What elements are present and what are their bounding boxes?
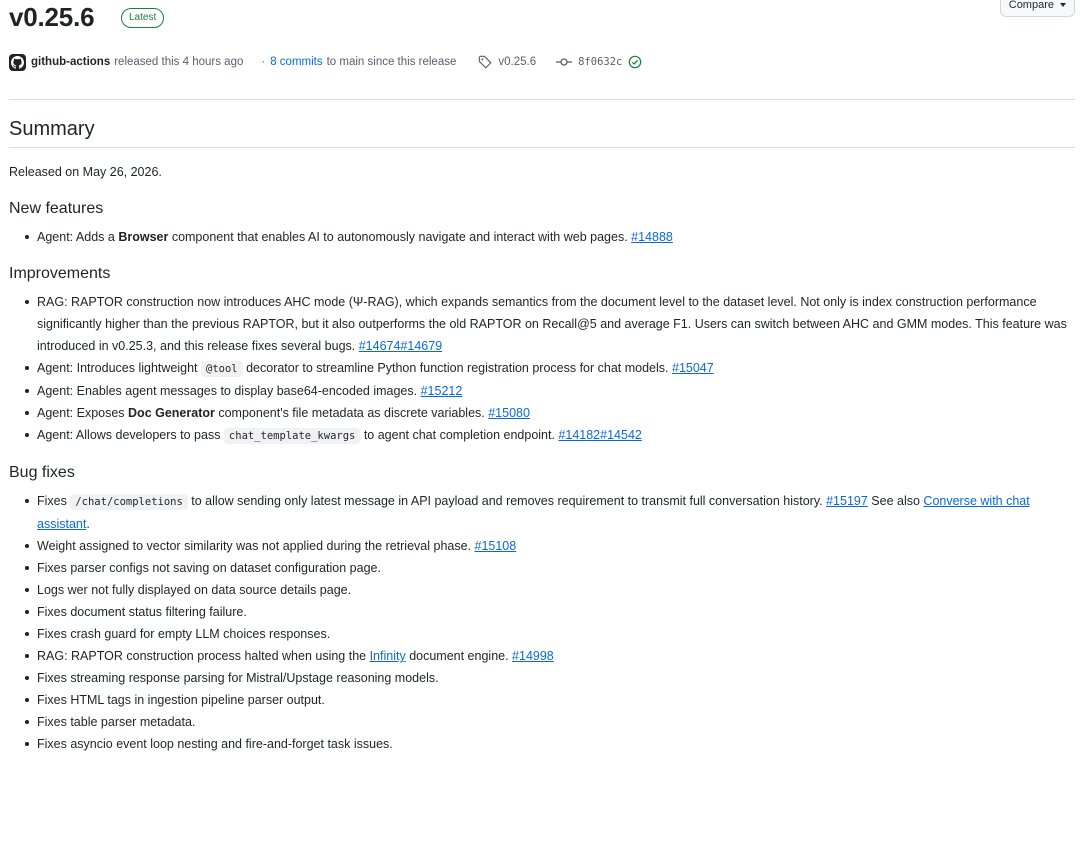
list-item: Fixes streaming response parsing for Mistral/Upstage reasoning models. <box>23 667 1075 689</box>
list-item: Fixes document status filtering failure. <box>23 601 1075 623</box>
issue-link[interactable]: #14998 <box>512 649 554 663</box>
list-item: RAG: RAPTOR construction now introduces AHC mode (Ψ-RAG), which expands semantics from the document level to the dataset level. Not only is index construction performance significantly higher than the previous RAPTOR, but it also outperforms the old RAPTOR on Recall@5 and average F1. Users can switch between AHC and GMM modes. This feature was introduced in v0.25.3, and this release fixes several bugs. #14674#14679 <box>23 291 1075 357</box>
list-item: Agent: Introduces lightweight @tool decorator to streamline Python function registration process for chat models. #15047 <box>23 357 1075 380</box>
infinity-link[interactable]: Infinity <box>369 649 406 663</box>
list-item: Fixes parser configs not saving on dataset configuration page. <box>23 557 1075 579</box>
commit-icon <box>556 55 572 69</box>
list-item: Agent: Exposes Doc Generator component's file metadata as discrete variables. #15080 <box>23 402 1075 424</box>
list-item: Agent: Allows developers to pass chat_template_kwargs to agent chat completion endpoint. #14182#14542 <box>23 424 1075 447</box>
chevron-down-icon <box>1060 3 1066 7</box>
release-date: Released on May 26, 2026. <box>9 165 162 179</box>
tag-link[interactable]: v0.25.6 <box>498 56 537 68</box>
latest-badge: Latest <box>121 8 164 28</box>
improvements-list <box>9 291 1075 447</box>
issue-link[interactable]: #15080 <box>488 406 530 420</box>
list-item: Fixes HTML tags in ingestion pipeline parser output. <box>23 689 1075 711</box>
release-notes <box>9 115 1075 755</box>
list-item: RAG: RAPTOR construction process halted when using the Infinity document engine. #14998 <box>23 645 1075 667</box>
release-header <box>9 0 1075 40</box>
issue-link[interactable]: #15212 <box>420 384 463 398</box>
list-item: Agent: Enables agent messages to display base64-encoded images. #15212 <box>23 380 1075 402</box>
meta-separator: · <box>261 56 266 68</box>
inline-code: @tool <box>201 361 243 377</box>
list-item: Weight assigned to vector similarity was not applied during the retrieval phase. #15108 <box>23 535 1075 557</box>
bug-fixes-heading: Bug fixes <box>9 464 75 481</box>
released-time: released this 4 hours ago <box>114 56 244 68</box>
issue-link[interactable]: #15197 <box>826 494 868 508</box>
release-title: v0.25.6 <box>9 2 95 32</box>
new-features-heading: New features <box>9 200 104 217</box>
list-item: Logs wer not fully displayed on data source details page. <box>23 579 1075 601</box>
commit-hash-link[interactable]: 8f0632c <box>578 56 623 68</box>
list-item: Fixes table parser metadata. <box>23 711 1075 733</box>
verified-check-icon[interactable] <box>628 55 642 69</box>
new-features-list <box>9 226 1075 248</box>
release-meta <box>9 52 642 72</box>
header-divider <box>9 99 1075 100</box>
list-item: Fixes asyncio event loop nesting and fire-and-forget task issues. <box>23 733 1075 755</box>
issue-link[interactable]: #14674#14679 <box>358 339 443 353</box>
improvements-heading: Improvements <box>9 265 111 282</box>
inline-code: /chat/completions <box>70 494 187 510</box>
compare-label: Compare <box>1008 0 1054 11</box>
compare-button[interactable] <box>1000 0 1075 17</box>
list-item: Fixes crash guard for empty LLM choices responses. <box>23 623 1075 645</box>
summary-heading: Summary <box>9 115 1075 148</box>
github-avatar-icon[interactable] <box>9 54 26 71</box>
docs-link[interactable]: Converse with chat assistant <box>37 494 1030 531</box>
issue-link[interactable]: #15108 <box>474 539 517 553</box>
issue-link[interactable]: #14888 <box>631 230 673 244</box>
list-item: Fixes /chat/completions to allow sending only latest message in API payload and removes requirement to transmit full conversation history. #15197 See also Converse with chat assistant. <box>23 490 1075 535</box>
tag-icon <box>478 55 492 69</box>
release-author[interactable]: github-actions <box>31 56 111 68</box>
inline-code: chat_template_kwargs <box>224 428 360 444</box>
bug-fixes-list <box>9 490 1075 755</box>
commits-suffix: to main since this release <box>326 56 457 68</box>
commits-link[interactable]: 8 commits <box>270 56 323 68</box>
list-item: Agent: Adds a Browser component that enables AI to autonomously navigate and interact with web pages. #14888 <box>23 226 1075 248</box>
issue-link[interactable]: #14182#14542 <box>558 428 642 442</box>
issue-link[interactable]: #15047 <box>672 361 714 375</box>
